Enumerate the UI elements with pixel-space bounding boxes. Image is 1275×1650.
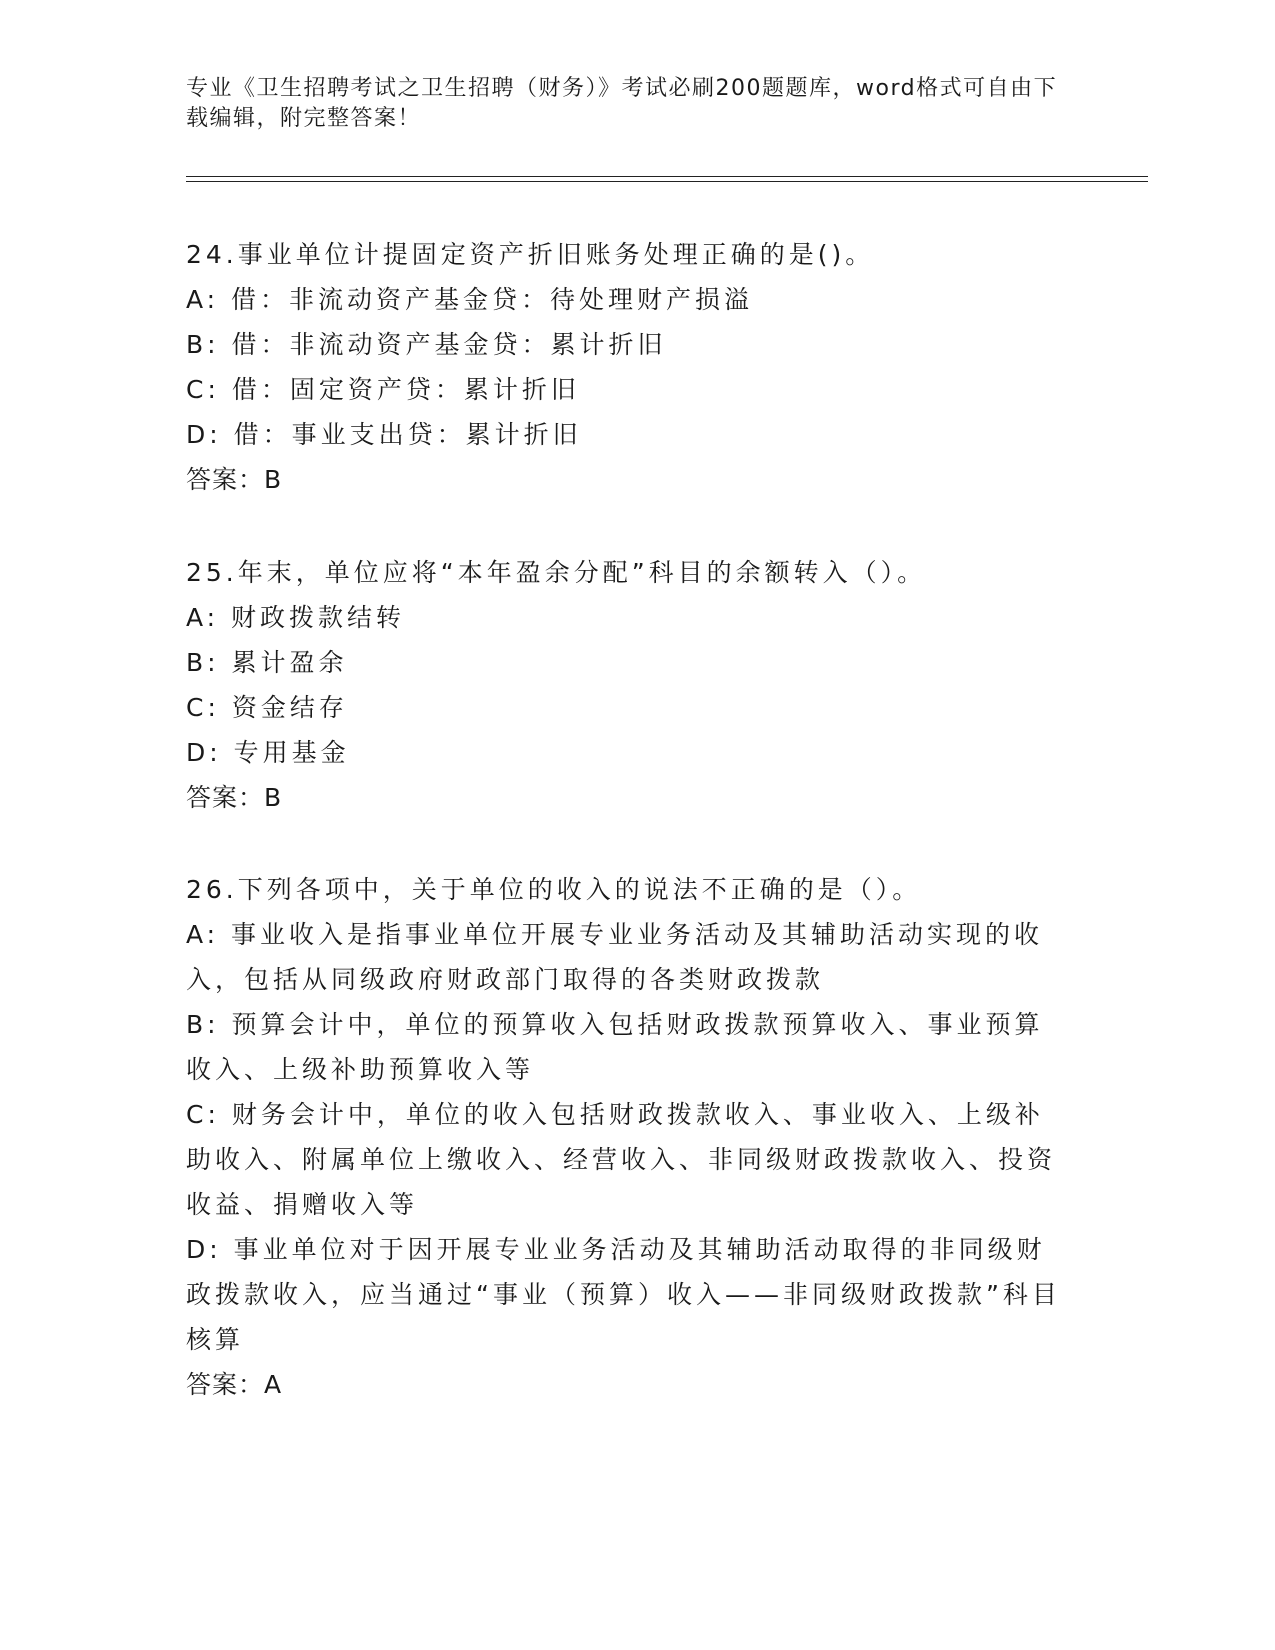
header-divider-top (186, 176, 1148, 177)
answer-label: 答案：A (186, 1370, 283, 1399)
option-a: A: 财政拨款结转 (186, 603, 406, 632)
question-26 (186, 867, 1066, 1407)
question-25 (186, 550, 1066, 820)
option-d: D: 借：事业支出贷：累计折旧 (186, 420, 582, 449)
header-divider-bottom (186, 181, 1148, 182)
question-24 (186, 232, 1066, 502)
answer-label: 答案：B (186, 465, 283, 494)
option-a: A: 事业收入是指事业单位开展专业业务活动及其辅助活动实现的收入，包括从同级政府财政部门取得的各类财政拨款 (186, 920, 1044, 994)
option-b: B: 借：非流动资产基金贷：累计折旧 (186, 330, 667, 359)
option-c: C: 借：固定资产贷：累计折旧 (186, 375, 580, 404)
option-c: C: 资金结存 (186, 693, 348, 722)
document-header: 专业《卫生招聘考试之卫生招聘（财务）》考试必刷200题题库，word格式可自由下载编辑，附完整答案！ (186, 76, 1058, 131)
option-d: D: 专用基金 (186, 738, 350, 767)
question-stem: 25.年末，单位应将“本年盈余分配”科目的余额转入（）。 (186, 558, 927, 587)
answer-label: 答案：B (186, 783, 283, 812)
question-stem: 24.事业单位计提固定资产折旧账务处理正确的是()。 (186, 240, 875, 269)
option-a: A: 借：非流动资产基金贷：待处理财产损溢 (186, 285, 754, 314)
option-d: D: 事业单位对于因开展专业业务活动及其辅助活动取得的非同级财政拨款收入，应当通过“事业（预算）收入——非同级财政拨款”科目核算 (186, 1235, 1061, 1354)
question-stem: 26.下列各项中，关于单位的收入的说法不正确的是（）。 (186, 875, 922, 904)
option-b: B: 累计盈余 (186, 648, 348, 677)
option-c: C: 财务会计中，单位的收入包括财政拨款收入、事业收入、上级补助收入、附属单位上缴收入、经营收入、非同级财政拨款收入、投资收益、捐赠收入等 (186, 1100, 1057, 1219)
option-b: B: 预算会计中，单位的预算收入包括财政拨款预算收入、事业预算收入、上级补助预算收入等 (186, 1010, 1044, 1084)
